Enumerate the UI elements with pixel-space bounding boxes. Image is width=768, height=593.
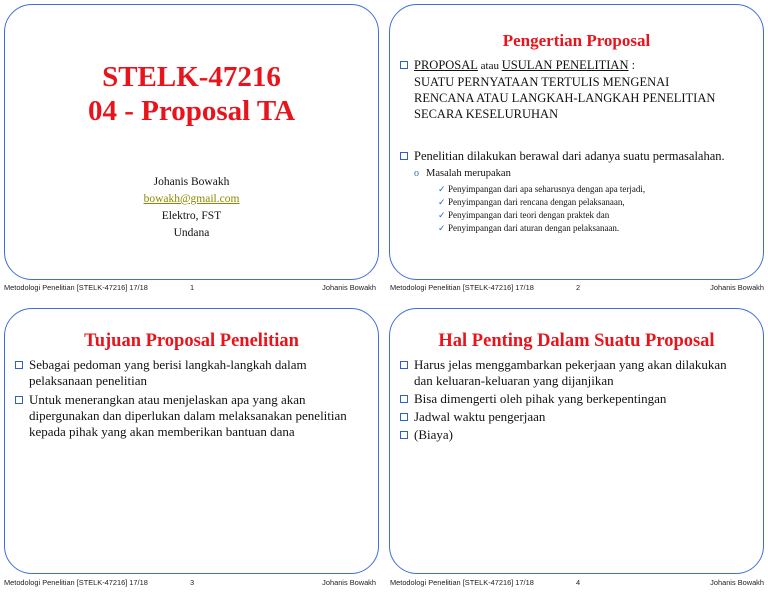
author-dept: Elektro, FST — [161, 210, 222, 222]
checkmark-icon: ✓ — [438, 184, 446, 194]
footer-author: Johanis Bowakh — [322, 578, 376, 587]
square-bullet-icon — [400, 431, 408, 439]
slide-1-footer — [4, 283, 376, 293]
slide-2-bullets — [400, 57, 755, 235]
footer-page-number: 3 — [190, 578, 195, 587]
footer-page-number: 1 — [190, 283, 195, 292]
bullet-item: Untuk menerangkan atau menjelaskan apa yang akan dipergunakan dan diperlukan dalam melaksanakan penelitian kepada pihak yang akan memberikan bantuan dana — [15, 392, 370, 440]
slide-2-footer — [390, 283, 764, 293]
bullet-item — [400, 57, 755, 122]
slide-2 — [389, 4, 764, 280]
sub-bullet-item — [400, 167, 755, 180]
check-item: ✓ Penyimpangan dari rencana dengan pelaksanaan, — [438, 197, 625, 207]
footer-course: Metodologi Penelitian [STELK-47216] 17/18 — [4, 283, 148, 292]
slide-1-title-line1: STELK-47216 — [102, 61, 281, 93]
checkmark-icon: ✓ — [438, 197, 446, 207]
square-bullet-icon — [15, 396, 23, 404]
circle-bullet-icon: o — [414, 168, 419, 179]
bullet-item: Jadwal waktu pengerjaan — [400, 409, 755, 425]
bullet-item: Sebagai pedoman yang berisi langkah-langkah dalam pelaksanaan penelitian — [15, 357, 370, 389]
sub-bullet-text: Masalah merupakan — [426, 168, 511, 179]
check-item: ✓ Penyimpangan dari aturan dengan pelaksanaan. — [438, 223, 620, 233]
bullet-item: Harus jelas menggambarkan pekerjaan yang akan dilakukan dan keluaran-keluaran yang dijanjikan — [400, 357, 755, 389]
square-bullet-icon — [400, 395, 408, 403]
slide-4-bullets — [400, 357, 755, 443]
slide-1-title-line2: 04 - Proposal TA — [87, 95, 296, 127]
bullet-item: (Biaya) — [400, 427, 755, 443]
square-bullet-icon — [400, 61, 408, 69]
slide-3-title: Tujuan Proposal Penelitian — [84, 331, 299, 351]
slide-3-bullets — [15, 357, 370, 440]
term-colon: : — [628, 58, 636, 72]
square-bullet-icon — [15, 361, 23, 369]
footer-page-number: 2 — [576, 283, 581, 292]
definition-line: SECARA KESELURUHAN — [414, 107, 559, 121]
checkmark-icon: ✓ — [438, 210, 446, 220]
check-item: ✓ Penyimpangan dari apa seharusnya dengan apa terjadi, — [438, 184, 646, 194]
definition-line: SUATU PERNYATAAN TERTULIS MENGENAI — [414, 75, 670, 89]
slide-4-footer — [390, 578, 764, 588]
author-univ: Undana — [173, 227, 210, 239]
term-proposal: PROPOSAL — [414, 58, 478, 72]
square-bullet-icon — [400, 152, 408, 160]
check-list — [400, 183, 755, 235]
term-usulan: USULAN PENELITIAN — [501, 58, 629, 72]
bullet-item: Bisa dimengerti oleh pihak yang berkepentingan — [400, 391, 755, 407]
slide-4 — [389, 308, 764, 574]
definition-line: RENCANA ATAU LANGKAH-LANGKAH PENELITIAN — [414, 91, 716, 105]
slide-4-title: Hal Penting Dalam Suatu Proposal — [438, 331, 715, 351]
footer-author: Johanis Bowakh — [710, 283, 764, 292]
footer-author: Johanis Bowakh — [710, 578, 764, 587]
bullet-text: Penelitian dilakukan berawal dari adanya suatu permasalahan. — [414, 149, 725, 163]
footer-course: Metodologi Penelitian [STELK-47216] 17/18 — [390, 578, 534, 587]
check-item: ✓ Penyimpangan dari teori dengan praktek dan — [438, 210, 610, 220]
bullet-item — [400, 148, 755, 164]
author-email-link[interactable]: bowakh@gmail.com — [143, 193, 240, 205]
author-name: Johanis Bowakh — [153, 176, 230, 188]
slide-3-footer — [4, 578, 376, 588]
footer-author: Johanis Bowakh — [322, 283, 376, 292]
square-bullet-icon — [400, 413, 408, 421]
slide-2-title: Pengertian Proposal — [502, 31, 651, 50]
footer-course: Metodologi Penelitian [STELK-47216] 17/18 — [4, 578, 148, 587]
footer-page-number: 4 — [576, 578, 581, 587]
checkmark-icon: ✓ — [438, 223, 446, 233]
square-bullet-icon — [400, 361, 408, 369]
slide-1 — [4, 4, 379, 280]
author-block — [5, 174, 378, 242]
footer-course: Metodologi Penelitian [STELK-47216] 17/18 — [390, 283, 534, 292]
term-connector: atau — [477, 60, 502, 72]
slide-3 — [4, 308, 379, 574]
